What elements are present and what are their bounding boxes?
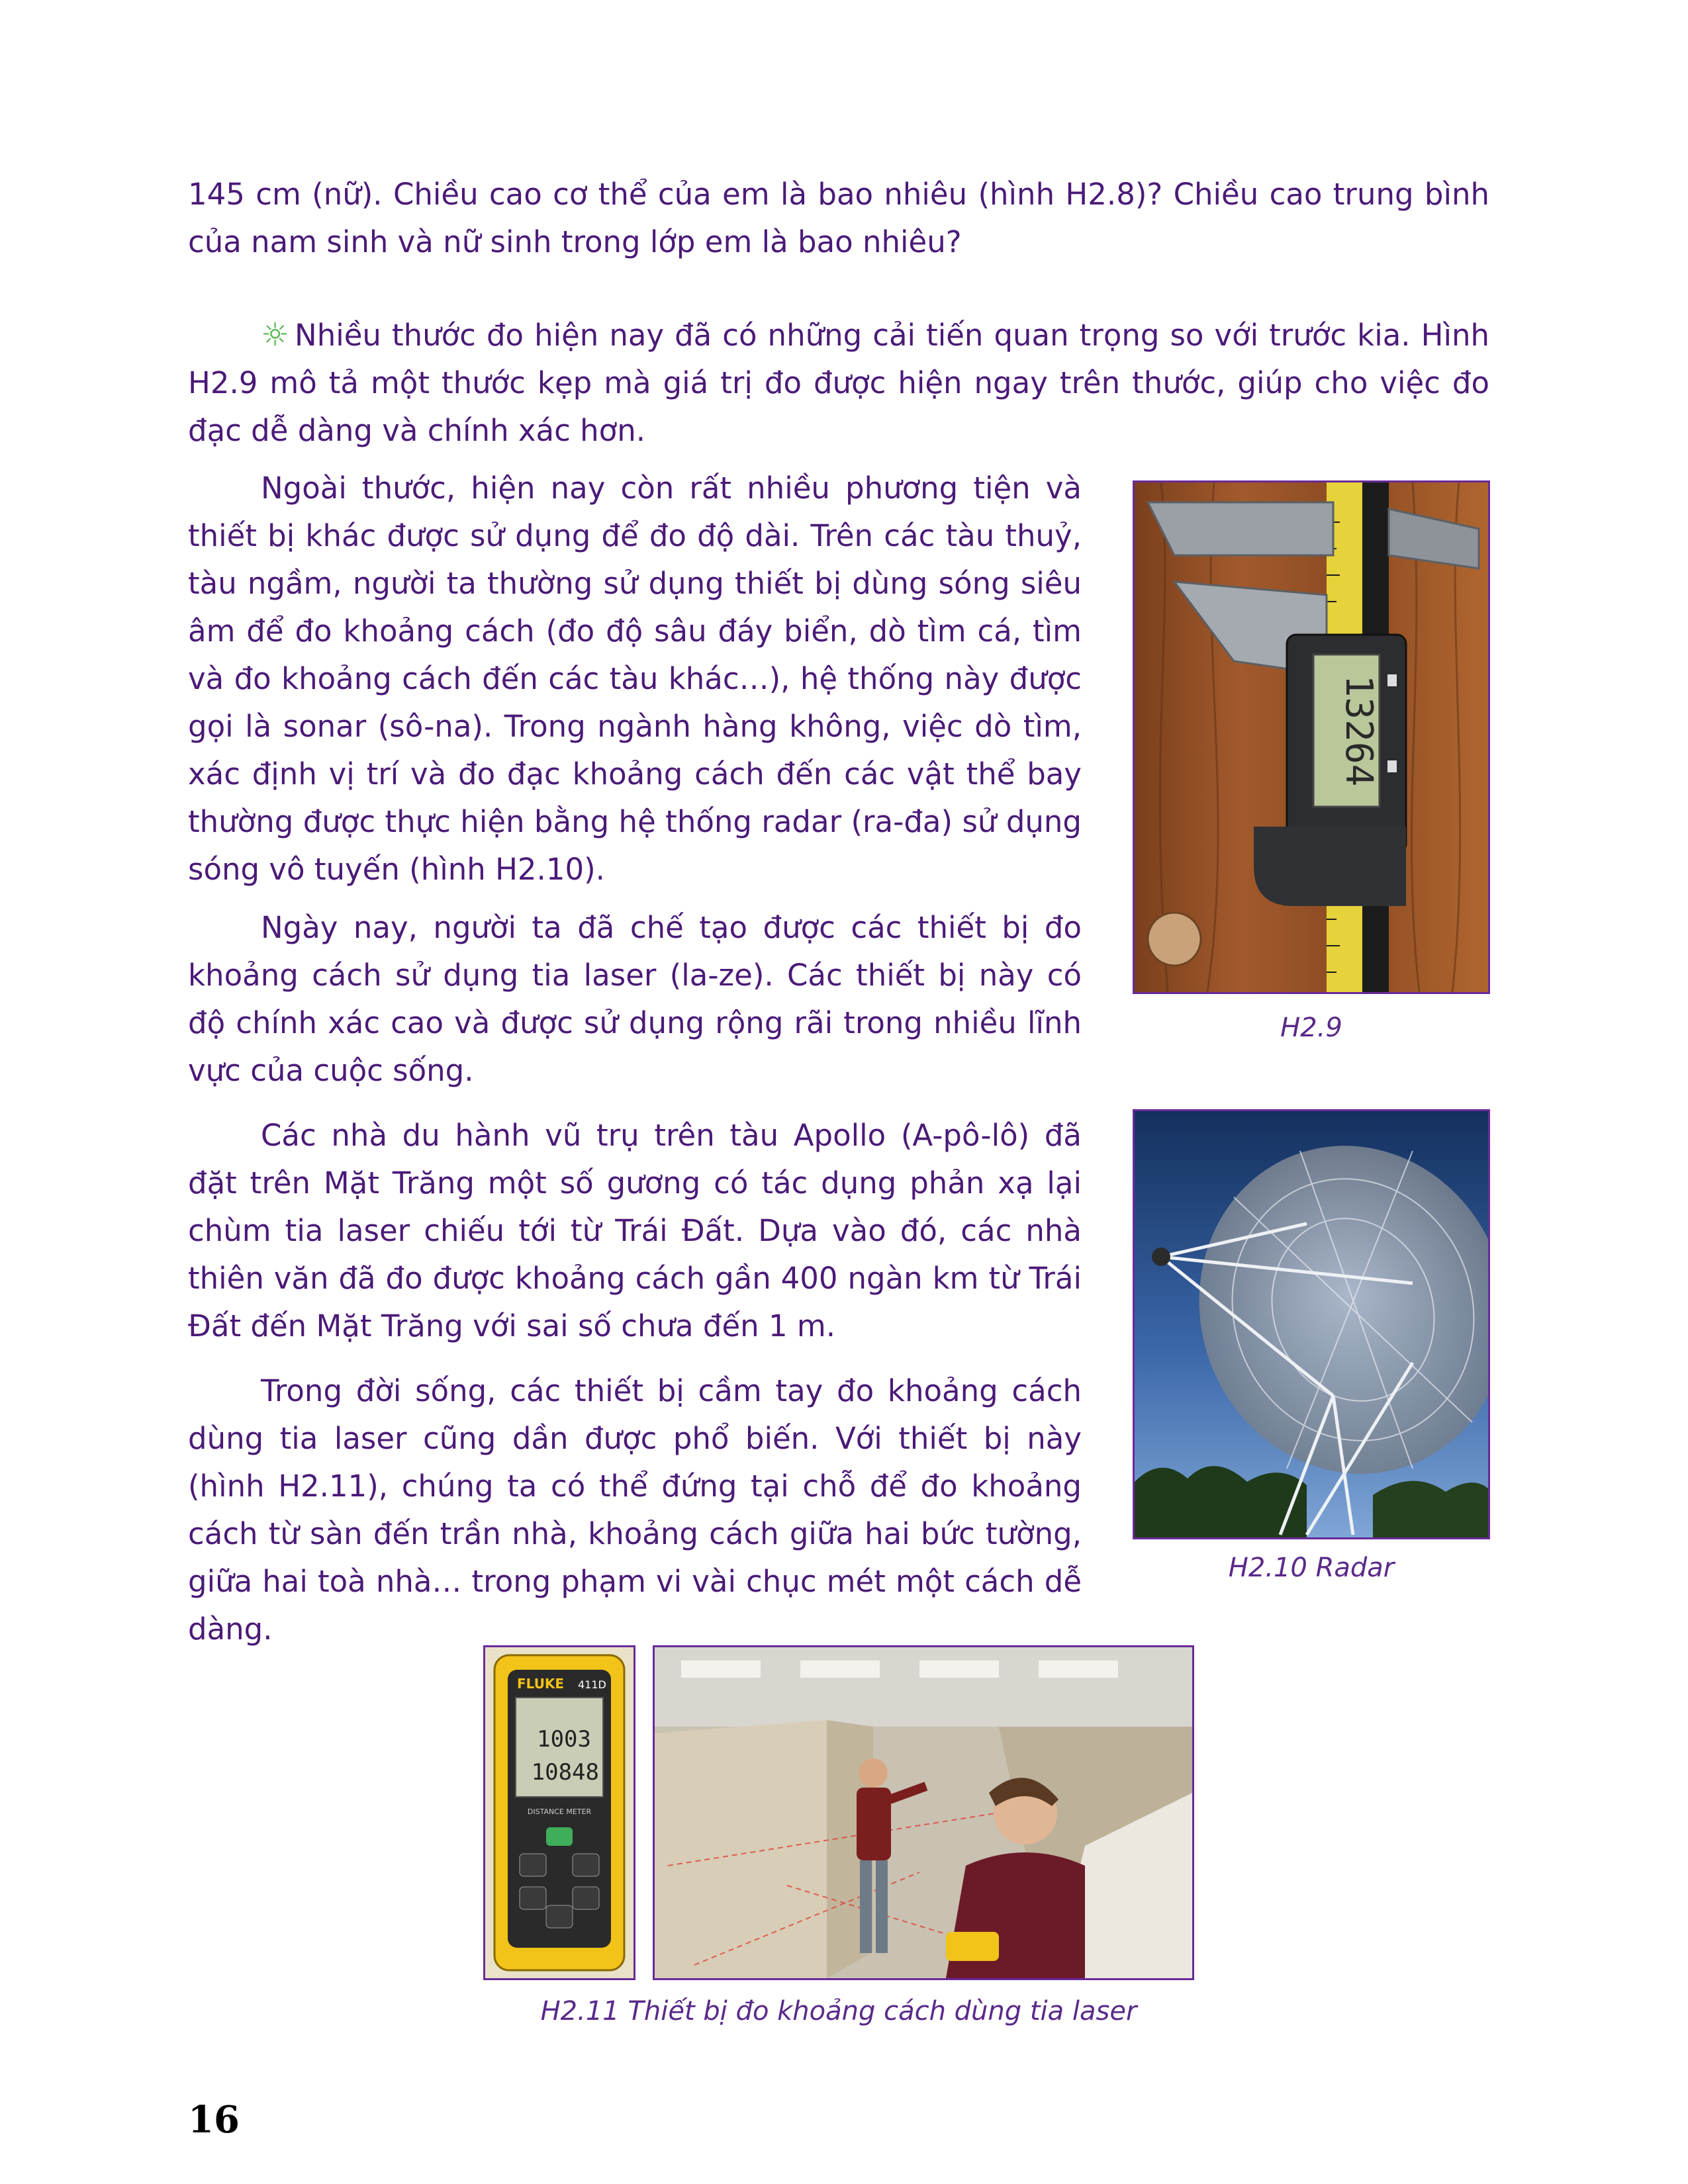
caption-h2-11: H2.11 Thiết bị đo khoảng cách dùng tia laser	[540, 1996, 1137, 2026]
figure-h2-10-radar	[1133, 1109, 1490, 1539]
page-number: 16	[188, 2098, 240, 2142]
figure-h2-9-caliper	[1133, 480, 1490, 994]
caliper-image	[1135, 482, 1488, 992]
paragraph-sonar-radar: Ngoài thước, hiện nay còn rất nhiều phương tiện và thiết bị khác được sử dụng để đo độ dài. Trên các tàu thuỷ, tàu ngầm, người ta thường sử dụng thiết bị dùng sóng siêu âm để đo khoảng cách (đo độ sâu đáy biển, dò tìm cá, tìm và đo khoảng cách đến các tàu khác…), hệ thống này được gọi là sonar (sô-na). Trong ngành hàng không, việc dò tìm, xác định vị trí và đo đạc khoảng cách đến các vật thể bay thường được thực hiện bằng hệ thống radar (ra-đa) sử dụng sóng vô tuyến (hình H2.10).	[188, 471, 1082, 887]
paragraph-improvements-text: Nhiều thước đo hiện nay đã có những cải tiến quan trọng so với trước kia. Hình H2.9 mô tả một thước kẹp mà giá trị đo được hiện ngay trên thước, giúp cho việc đo đạc dễ dàng và chính xác hơn.	[188, 318, 1489, 448]
paragraph-continuation: 145 cm (nữ). Chiều cao cơ thể của em là bao nhiêu (hình H2.8)? Chiều cao trung bình của nam sinh và nữ sinh trong lớp em là bao nhiêu?	[188, 177, 1489, 259]
meter-label: DISTANCE METER	[527, 1807, 592, 1816]
paragraph-laser: Ngày nay, người ta đã chế tạo được các thiết bị đo khoảng cách sử dụng tia laser (la-ze). Các thiết bị này có độ chính xác cao và được sử dụng rộng rãi trong nhiều lĩnh vực của cuộc sống.	[188, 910, 1082, 1088]
figure-h2-11-meter	[483, 1645, 635, 1980]
caption-h2-10: H2.10 Radar	[1228, 1553, 1395, 1583]
meter-power-button	[546, 1827, 573, 1846]
radar-image	[1135, 1111, 1488, 1537]
laser-meter-image	[485, 1647, 633, 1978]
meter-reading-1: 1003	[537, 1726, 591, 1752]
paragraph-handheld: Trong đời sống, các thiết bị cầm tay đo khoảng cách dùng tia laser cũng dần được phổ biến. Với thiết bị này (hình H2.11), chúng ta có thể đứng tại chỗ để đo khoảng cách từ sàn đến trần nhà, khoảng cách giữa hai bức tường, giữa hai toà nhà… trong phạm vi vài chục mét một cách dễ dàng.	[188, 1373, 1082, 1647]
sun-icon: ☼	[261, 316, 290, 353]
paragraph-improvements	[188, 311, 1489, 455]
caption-h2-9: H2.9	[1280, 1013, 1342, 1043]
meter-model: 411D	[578, 1678, 606, 1691]
paragraph-apollo: Các nhà du hành vũ trụ trên tàu Apollo (A-pô-lô) đã đặt trên Mặt Trăng một số gương có tác dụng phản xạ lại chùm tia laser chiếu tới từ Trái Đất. Dựa vào đó, các nhà thiên văn đã đo được khoảng cách gần 400 ngàn km từ Trái Đất đến Mặt Trăng với sai số chưa đến 1 m.	[188, 1118, 1082, 1343]
office-laser-image	[655, 1647, 1192, 1978]
meter-reading-2: 10848	[531, 1759, 599, 1786]
meter-brand: FLUKE	[517, 1676, 565, 1692]
caliper-display-reading: 13264	[1337, 674, 1380, 787]
figure-h2-11-office	[653, 1645, 1194, 1980]
